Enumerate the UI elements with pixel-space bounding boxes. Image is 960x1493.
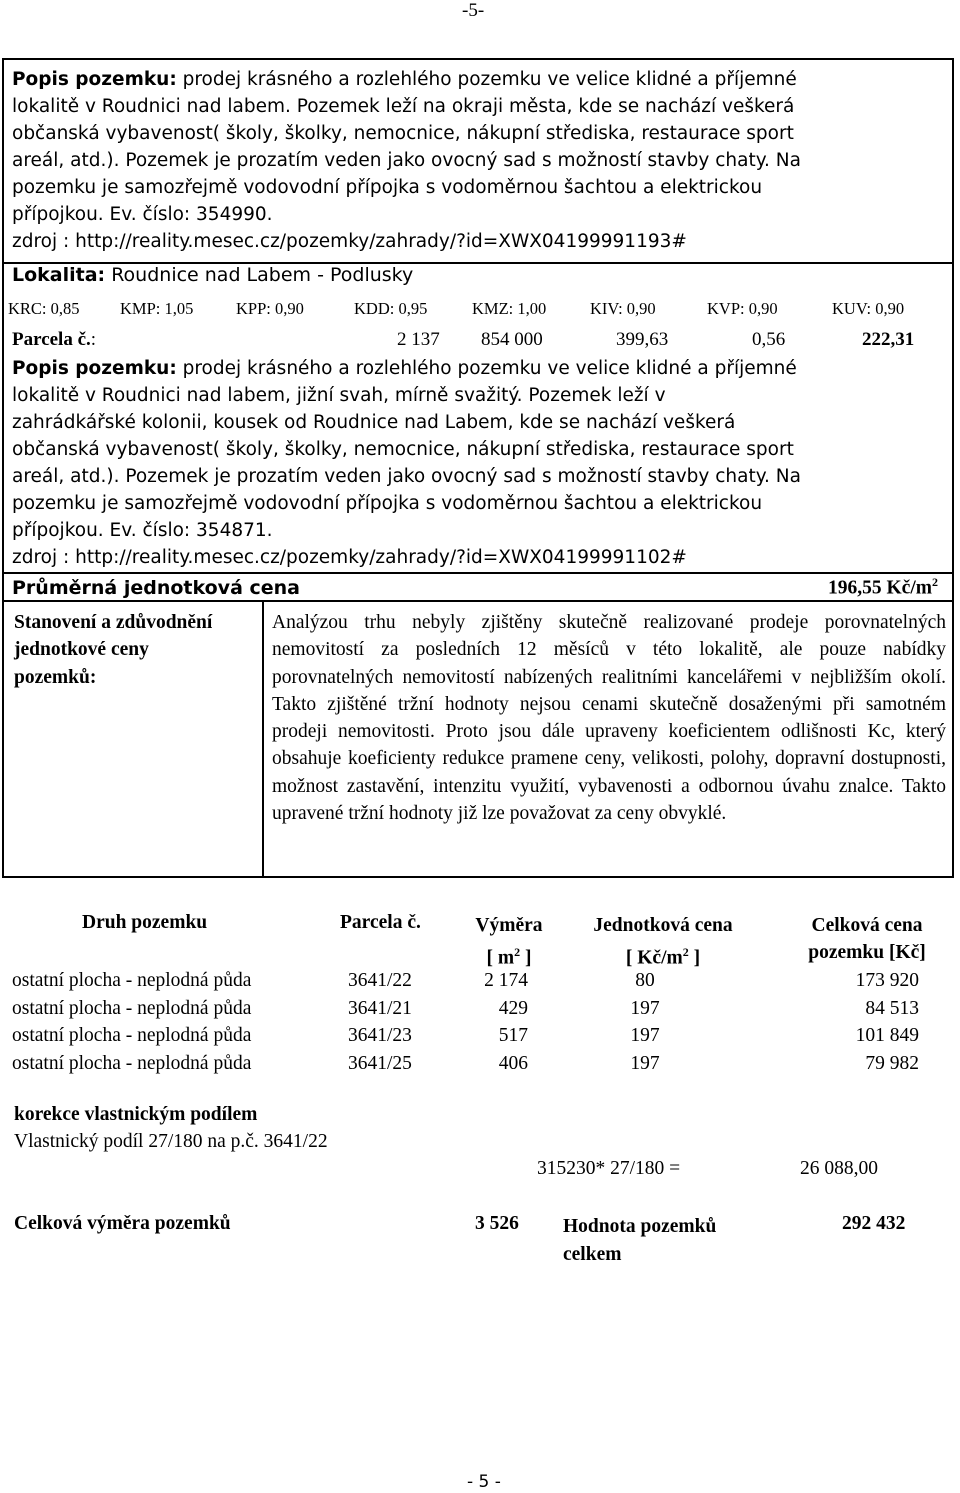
header-celkova-cena: Celková cena pozemku [Kč] — [808, 915, 926, 963]
ownership-share: Vlastnický podíl 27/180 na p.č. 3641/22 — [14, 1131, 328, 1152]
divider — [2, 600, 954, 602]
coef-kmz: KMZ: 1,00 — [472, 299, 547, 318]
coef-kuv: KUV: 0,90 — [832, 299, 905, 318]
description-label: Popis pozemku: — [12, 69, 177, 90]
total-area-label: Celková výměra pozemků — [14, 1213, 231, 1234]
total-area-value: 3 526 — [475, 1213, 519, 1234]
coef-krc: KRC: 0,85 — [8, 299, 80, 318]
page-number-top: -5- — [462, 0, 485, 21]
parcela-label: Parcela č.: — [12, 329, 97, 350]
divider — [262, 600, 264, 878]
average-price-value: 196,55 $Kč/m^2$ — [828, 575, 938, 599]
description-label: Popis pozemku: — [12, 358, 177, 379]
table-row: ostatní plocha - neplodná půda — [12, 1052, 252, 1074]
parcela-area: 2 137 — [397, 329, 440, 350]
coef-kiv: KIV: 0,90 — [590, 299, 656, 318]
source-link[interactable]: zdroj : http://reality.mesec.cz/pozemky/zahrady/?id=XWX04199991193# — [12, 231, 687, 252]
coef-kpp: KPP: 0,90 — [236, 299, 304, 318]
header-parcela: Parcela č. — [340, 912, 421, 933]
divider — [2, 572, 954, 574]
coef-kmp: KMP: 1,05 — [120, 299, 194, 318]
lokalita: Lokalita: Roudnice nad Labem - Podlusky — [12, 264, 414, 286]
listing-2-description: Popis pozemku: prodej krásného a rozlehlého pozemku ve velice klidné a příjemné lokalitě v Roudnici nad labem, jižní svah, mírně svažitý. Pozemek leží v zahrádkářské kolonii, kousek od Roudnice nad Labem, kde se nachází veškerá občanská vybavenost( školy, školky, nemocnice, nákupní střediska, restaurace sport areál, atd.). Pozemek je prozatím veden jako ovocný sad s možností stavby chaty. Na pozemku je samozřejmě vodovodní přípojka s vodoměrnou šachtou a elektrickou přípojkou. Ev. číslo: 354871. zdroj : http://reality.mesec.cz/pozemky/zahrady/?id=XWX04199991102# — [12, 355, 801, 571]
header-vymera: Výměra [ $m^2$ ] — [475, 915, 543, 969]
page-number-bottom: - 5 - — [467, 1472, 501, 1492]
table-row: ostatní plocha - neplodná půda — [12, 970, 252, 991]
total-value-label: Hodnota pozemků celkem — [563, 1216, 717, 1265]
table-row: ostatní plocha - neplodná půda — [12, 997, 252, 1019]
correction-formula: 315230* 27/180 = — [537, 1158, 681, 1179]
source-link[interactable]: zdroj : http://reality.mesec.cz/pozemky/zahrady/?id=XWX04199991102# — [12, 547, 687, 568]
table-row: ostatní plocha - neplodná půda — [12, 1025, 252, 1046]
parcela-unit-price: 399,63 — [616, 329, 669, 350]
header-druh: Druh pozemku — [82, 912, 208, 933]
correction-result: 26 088,00 — [800, 1158, 878, 1179]
average-price-label: Průměrná jednotková cena — [12, 577, 300, 599]
parcela-price: 854 000 — [481, 329, 543, 350]
header-jednotkova-cena: Jednotková cena [ $Kč/m^2$ ] — [593, 915, 733, 969]
parcela-coef: 0,56 — [752, 329, 786, 350]
column-jednotkova-cena: 80 197 197 197 — [630, 970, 660, 1074]
coef-kvp: KVP: 0,90 — [707, 299, 778, 318]
correction-title: korekce vlastnickým podílem — [14, 1104, 258, 1125]
column-vymera: 2 174 429 517 406 — [484, 970, 528, 1074]
column-druh — [12, 967, 251, 1077]
justification-text: Analýzou trhu nebyly zjištěny skutečně realizované prodeje porovnatelných nemovitostí za posledních 12 měsíců v této lokalitě, ale pouze nabídky porovnatelných nemovitostí nabízených realitními kancelářemi v nejbližším okolí. Takto zjištěné tržní hodnoty nejsou cenami skutečně dosaženými při samotném prodeji nemovitosti. Proto jsou dále upraveny koeficientem odlišnosti Kc, který obsahuje koeficienty redukce pramene ceny, velikosti, polohy, dopravní dostupnosti, možnost zastavění, intenzitu využití, vybavenosti a odbornou úvahu znalce. Takto upravené tržní hodnoty již lze považovat za ceny obvyklé. — [272, 612, 946, 825]
parcela-adjusted-price: 222,31 — [862, 329, 915, 350]
column-celkova-cena: 173 920 84 513 101 849 79 982 — [855, 970, 919, 1074]
coef-kdd: KDD: 0,95 — [354, 299, 428, 318]
listing-1-description: Popis pozemku: prodej krásného a rozlehlého pozemku ve velice klidné a příjemné lokalitě v Roudnici nad labem. Pozemek leží na okraji města, kde se nachází veškerá občanská vybavenost( školy, školky, nemocnice, nákupní střediska, restaurace sport areál, atd.). Pozemek je prozatím veden jako ovocný sad s možností stavby chaty. Na pozemku je samozřejmě vodovodní přípojka s vodoměrnou šachtou a elektrickou přípojkou. Ev. číslo: 354990. zdroj : http://reality.mesec.cz/pozemky/zahrady/?id=XWX04199991193# — [12, 66, 801, 255]
justification-label: Stanovení a zdůvodnění jednotkové ceny pozemků: — [14, 612, 213, 688]
column-parcela: 3641/22 3641/21 3641/23 3641/25 — [348, 970, 412, 1074]
total-value: 292 432 — [842, 1213, 906, 1234]
